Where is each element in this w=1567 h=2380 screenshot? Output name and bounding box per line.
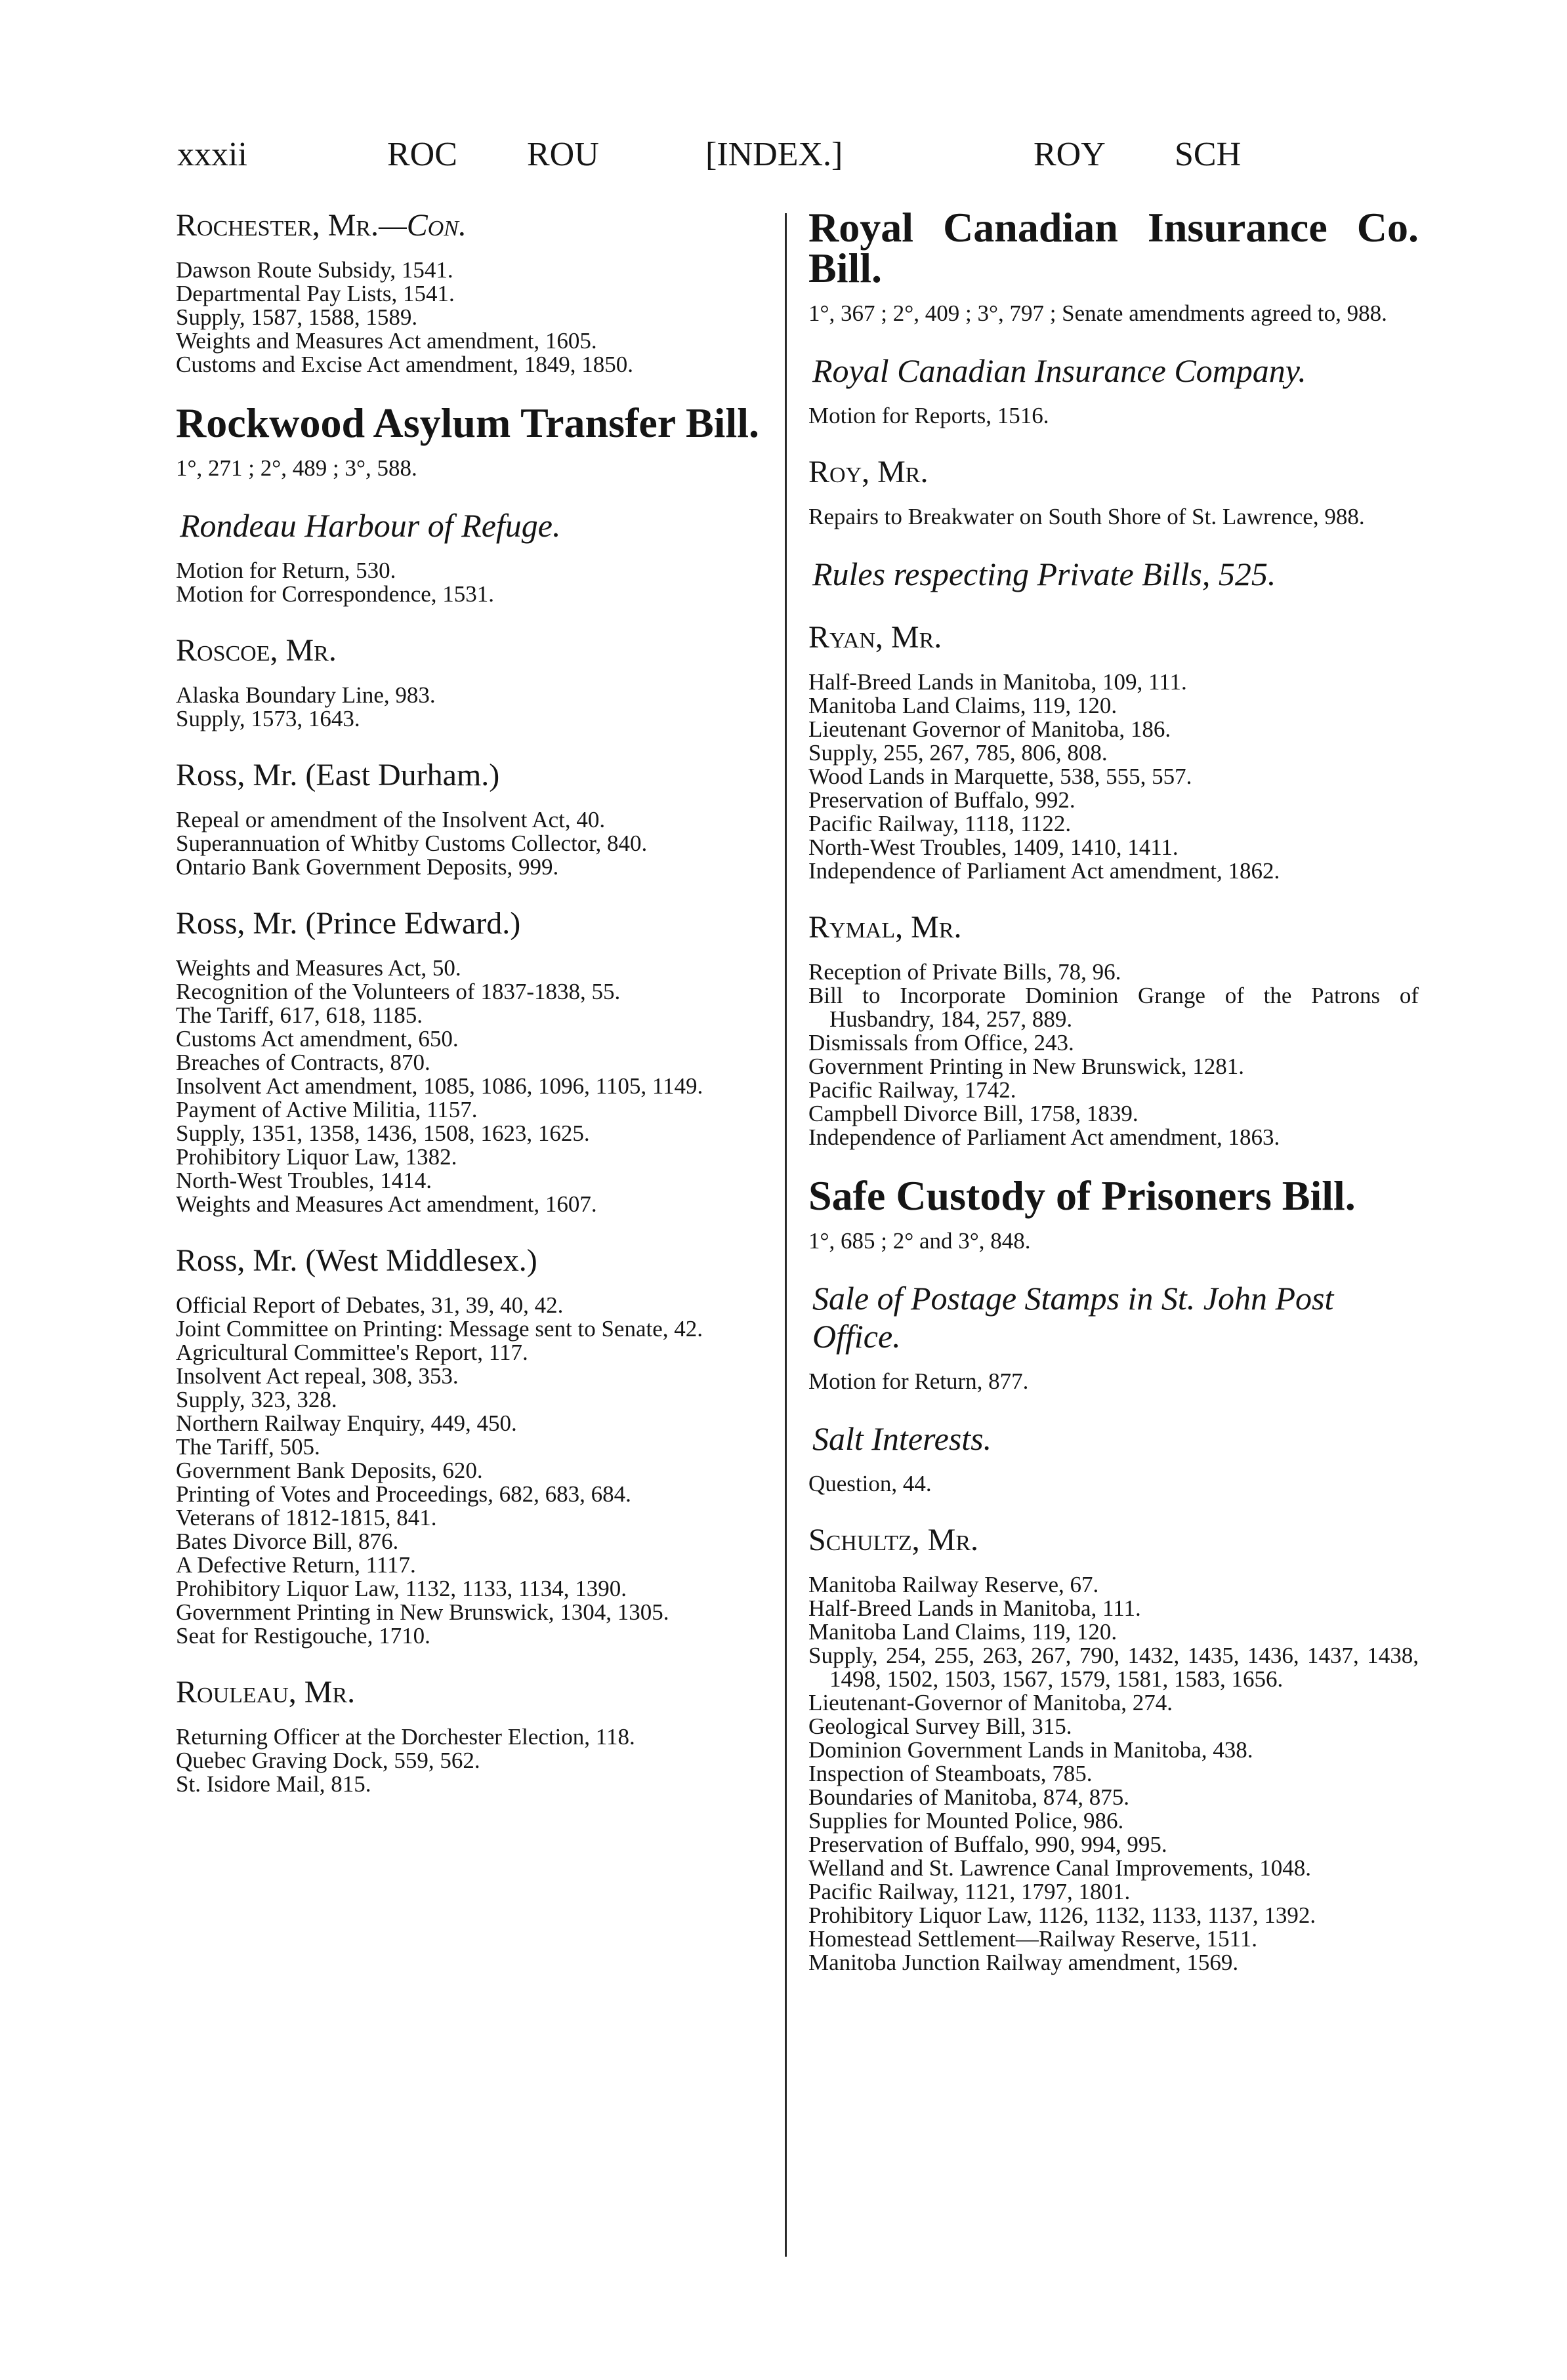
header-word: ROU [527,136,599,173]
index-reference: Half-Breed Lands in Manitoba, 109, 111. [808,669,1187,695]
index-reference: North-West Troubles, 1409, 1410, 1411. [808,834,1179,860]
index-reference: Inspection of Steamboats, 785. [808,1761,1093,1786]
index-reference: Motion for Return, 877. [808,1368,1029,1394]
member-heading: Rouleau, Mr. [176,1675,356,1710]
index-reference: Dominion Government Lands in Manitoba, 438. [808,1737,1253,1763]
left-column [176,207,781,1796]
entry-list [808,505,1419,529]
subject-title: Royal Canadian Insurance Company. [812,352,1306,389]
index-reference: The Tariff, 617, 618, 1185. [176,1002,423,1028]
entry-list [808,302,1419,325]
subject-title: Sale of Postage Stamps in St. John Post Office. [812,1280,1334,1355]
index-reference: Question, 44. [808,1471,932,1496]
index-entry-rochester [176,207,781,377]
page-number: xxxii [177,136,247,173]
entry-list [176,258,781,377]
running-head [177,129,1424,181]
index-entry-rymal [808,909,1419,1149]
index-reference: Recognition of the Volunteers of 1837-1838, 55. [176,979,621,1004]
index-reference: Reception of Private Bills, 78, 96. [808,959,1121,985]
index-entry-rockwood-bill [176,400,781,481]
index-reference: Prohibitory Liquor Law, 1382. [176,1144,457,1170]
index-reference: Insolvent Act amendment, 1085, 1086, 1096, 1105, 1149. [176,1073,703,1099]
index-reference: Supply, 1573, 1643. [176,706,360,731]
index-reference: Homestead Settlement—Railway Reserve, 1511. [808,1926,1257,1952]
entry-list [176,559,781,606]
index-reference: Manitoba Land Claims, 119, 120. [808,693,1118,718]
index-reference: Government Printing in New Brunswick, 1304, 1305. [176,1599,669,1625]
index-reference: Pacific Railway, 1118, 1122. [808,811,1072,836]
index-reference: Printing of Votes and Proceedings, 682, 683, 684. [176,1481,631,1507]
index-reference: Prohibitory Liquor Law, 1126, 1132, 1133, 1137, 1392. [808,1902,1316,1928]
member-heading: Roscoe, Mr. [176,633,337,668]
index-reference: Pacific Railway, 1742. [808,1077,1016,1103]
member-heading: Ross, Mr. (West Middlesex.) [176,1243,537,1278]
index-reference: Lieutenant Governor of Manitoba, 186. [808,716,1171,742]
entry-list [176,956,781,1216]
index-reference: Half-Breed Lands in Manitoba, 111. [808,1595,1141,1621]
entry-list [808,670,1419,883]
index-entry-salt-interests [808,1420,1419,1496]
entry-list [808,404,1419,428]
index-reference: Northern Railway Enquiry, 449, 450. [176,1410,517,1436]
index-reference: Motion for Reports, 1516. [808,403,1049,428]
bill-title: Safe Custody of Prisoners Bill. [808,1172,1356,1219]
index-entry-rouleau [176,1674,781,1796]
index-reference: Returning Officer at the Dorchester Election, 118. [176,1724,635,1750]
index-entry-roy [808,454,1419,529]
index-entry-postage-stamps [808,1279,1419,1393]
index-reference: St. Isidore Mail, 815. [176,1771,371,1797]
index-reference: Customs and Excise Act amendment, 1849, 1850. [176,352,633,377]
index-reference: Supply, 254, 255, 263, 267, 790, 1432, 1435, 1436, 1437, 1438, 1498, 1502, 1503, 1567, 1579, 1581, 1583, 1656. [808,1643,1419,1692]
index-reference: Seat for Restigouche, 1710. [176,1623,430,1649]
index-reference: 1°, 271 ; 2°, 489 ; 3°, 588. [176,455,417,481]
entry-list [176,457,781,480]
index-reference: Manitoba Junction Railway amendment, 1569. [808,1950,1239,1975]
index-reference: Dawson Route Subsidy, 1541. [176,257,453,283]
header-word: ROC [387,136,457,173]
index-reference: Preservation of Buffalo, 990, 994, 995. [808,1832,1167,1857]
index-entry-ryan [808,619,1419,883]
index-reference: Insolvent Act repeal, 308, 353. [176,1363,459,1389]
index-entry-royal-canadian-company [808,352,1419,428]
index-reference: Weights and Measures Act amendment, 1605. [176,328,597,354]
index-reference: Official Report of Debates, 31, 39, 40, 42. [176,1292,564,1318]
index-entry-royal-canadian-bill [808,204,1419,326]
index-reference: Breaches of Contracts, 870. [176,1050,430,1075]
index-reference: Independence of Parliament Act amendment, 1862. [808,858,1280,884]
index-entry-ross-west-middlesex [176,1242,781,1648]
index-reference: The Tariff, 505. [176,1434,320,1460]
index-entry-safe-custody-bill [808,1172,1419,1254]
index-reference: Motion for Return, 530. [176,558,396,583]
index-reference: Welland and St. Lawrence Canal Improvements, 1048. [808,1855,1311,1881]
index-reference: 1°, 685 ; 2° and 3°, 848. [808,1228,1031,1254]
index-reference: Ontario Bank Government Deposits, 999. [176,854,559,880]
entry-list [176,808,781,879]
index-reference: Supply, 1587, 1588, 1589. [176,304,418,330]
entry-list [808,960,1419,1149]
entry-list [176,1725,781,1796]
index-reference: Government Printing in New Brunswick, 1281. [808,1054,1244,1079]
index-reference: Customs Act amendment, 650. [176,1026,459,1052]
index-entry-ross-east-durham [176,757,781,879]
index-reference: Boundaries of Manitoba, 874, 875. [808,1784,1129,1810]
index-reference: Supply, 323, 328. [176,1387,337,1412]
index-reference: Wood Lands in Marquette, 538, 555, 557. [808,764,1192,789]
index-reference: Supply, 255, 267, 785, 806, 808. [808,740,1108,766]
index-reference: Repairs to Breakwater on South Shore of St. Lawrence, 988. [808,504,1365,529]
member-heading: Schultz, Mr. [808,1523,979,1557]
index-reference: Manitoba Railway Reserve, 67. [808,1572,1099,1597]
index-reference: Quebec Graving Dock, 559, 562. [176,1748,480,1773]
entry-list [176,1294,781,1648]
index-reference: Payment of Active Militia, 1157. [176,1097,478,1122]
index-reference: Weights and Measures Act amendment, 1607. [176,1191,597,1217]
index-reference: Motion for Correspondence, 1531. [176,581,495,607]
index-reference: Alaska Boundary Line, 983. [176,682,436,708]
index-reference: Manitoba Land Claims, 119, 120. [808,1619,1118,1645]
bill-title: Rockwood Asylum Transfer Bill. [176,400,759,446]
subject-title: Rondeau Harbour of Refuge. [180,507,561,544]
index-reference: 1°, 367 ; 2°, 409 ; 3°, 797 ; Senate amendments agreed to, 988. [808,300,1387,326]
index-reference: Weights and Measures Act, 50. [176,955,461,981]
header-word: SCH [1175,136,1242,173]
right-column [808,204,1419,1975]
entry-list [808,1472,1419,1496]
index-reference: Superannuation of Whitby Customs Collector, 840. [176,831,648,856]
index-reference: Dismissals from Office, 243. [808,1030,1074,1056]
index-reference: Supply, 1351, 1358, 1436, 1508, 1623, 1625. [176,1120,590,1146]
index-entry-rules [808,555,1419,593]
index-reference: Agricultural Committee's Report, 117. [176,1340,528,1365]
member-heading: Ross, Mr. (East Durham.) [176,758,500,792]
index-reference: Repeal or amendment of the Insolvent Act, 40. [176,807,606,832]
member-heading: Ryan, Mr. [808,620,942,655]
entry-list [808,1573,1419,1975]
index-reference: Joint Committee on Printing: Message sent to Senate, 42. [176,1316,703,1342]
header-word: ROY [1034,136,1106,173]
index-reference: Pacific Railway, 1121, 1797, 1801. [808,1879,1131,1904]
index-reference: Veterans of 1812-1815, 841. [176,1505,437,1530]
index-reference: Government Bank Deposits, 620. [176,1458,483,1483]
index-reference: Independence of Parliament Act amendment, 1863. [808,1124,1280,1150]
member-heading: Roy, Mr. [808,455,929,489]
index-reference: Geological Survey Bill, 315. [808,1713,1072,1739]
index-entry-ross-prince-edward [176,905,781,1216]
index-reference: North-West Troubles, 1414. [176,1168,432,1193]
index-reference: Departmental Pay Lists, 1541. [176,281,455,306]
index-entry-roscoe [176,632,781,731]
entry-list [808,1229,1419,1253]
index-reference: Lieutenant-Governor of Manitoba, 274. [808,1690,1173,1715]
index-entry-rondeau [176,506,781,606]
member-heading: Rymal, Mr. [808,910,962,945]
index-entry-schultz [808,1522,1419,1975]
index-reference: Campbell Divorce Bill, 1758, 1839. [808,1101,1139,1126]
index-reference: Bill to Incorporate Dominion Grange of the Patrons of Husbandry, 184, 257, 889. [808,983,1419,1032]
bill-title: Royal Canadian Insurance Co. Bill. [808,204,1419,291]
index-reference: A Defective Return, 1117. [176,1552,416,1578]
entry-list [176,684,781,731]
member-heading: Ross, Mr. (Prince Edward.) [176,906,521,941]
subject-title: Rules respecting Private Bills, 525. [812,556,1276,592]
entry-list [808,1370,1419,1393]
member-heading: Rochester, Mr.—Con. [176,208,467,243]
index-reference: Supplies for Mounted Police, 986. [808,1808,1124,1834]
subject-title: Salt Interests. [812,1420,992,1457]
index-reference: Prohibitory Liquor Law, 1132, 1133, 1134, 1390. [176,1576,627,1601]
column-divider [785,213,787,2257]
header-section: [INDEX.] [705,136,843,173]
index-reference: Bates Divorce Bill, 876. [176,1529,399,1554]
index-reference: Preservation of Buffalo, 992. [808,787,1076,813]
